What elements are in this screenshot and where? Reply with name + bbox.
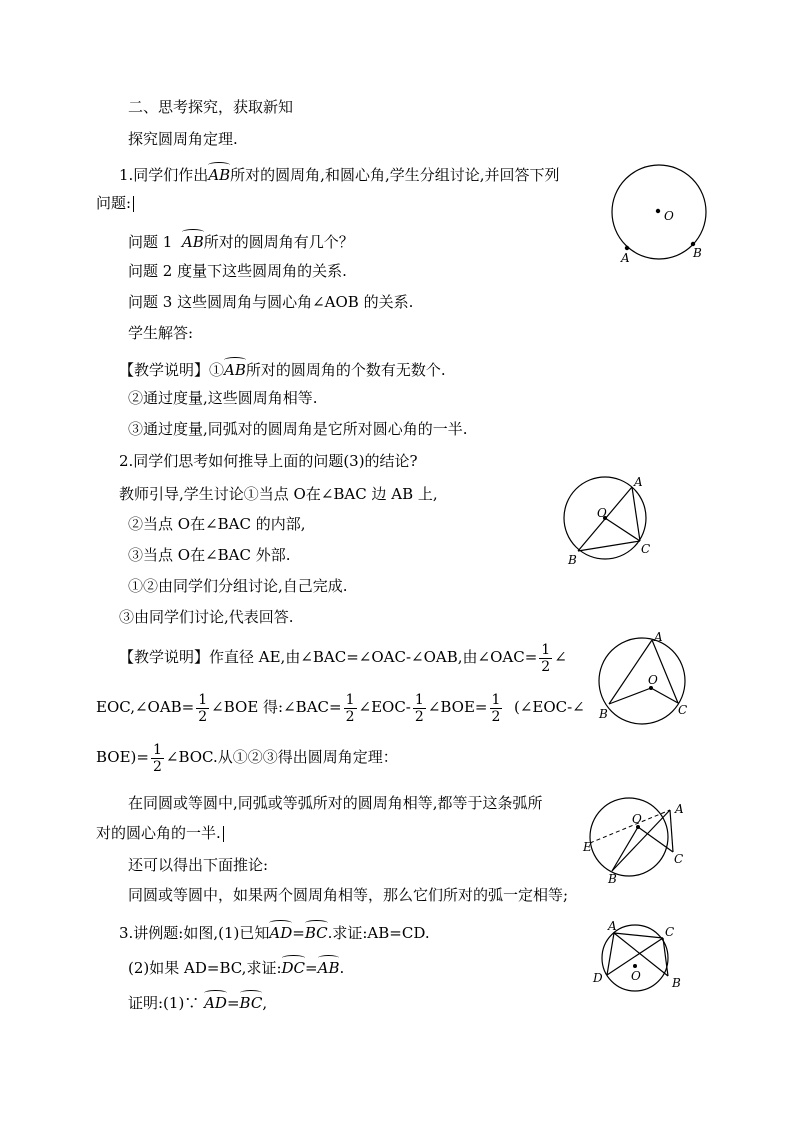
arc-ab-label: AB xyxy=(182,229,204,252)
label-c: C xyxy=(678,703,688,717)
question1-pre: 1.同学们作出 xyxy=(119,166,209,184)
proof-line1 xyxy=(119,640,567,674)
proof-line3-b: ∠BOC.从①②③得出圆周角定理： xyxy=(165,748,398,766)
equals-sign: = xyxy=(226,994,240,1012)
theorem-line1: 在同圆或等圆中,同弧或等弧所对的圆周角相等,都等于这条弧所 xyxy=(128,794,543,812)
example-post: .求证:AB=CD. xyxy=(327,924,430,942)
fraction-numerator: 1 xyxy=(491,691,501,708)
proof-line3 xyxy=(96,740,398,774)
label-d: D xyxy=(593,971,603,985)
center-point xyxy=(656,209,660,213)
explain2: ②通过度量,这些圆周角相等. xyxy=(128,389,318,407)
fraction-denominator: 2 xyxy=(345,708,355,725)
explain1-post: 所对的圆周角的个数有无数个. xyxy=(245,361,446,379)
fraction-denominator: 2 xyxy=(152,758,162,775)
proof-line2-a: EOC,∠OAB= xyxy=(96,698,195,716)
question1-line2 xyxy=(96,193,134,213)
text-cursor xyxy=(223,826,224,842)
section-title: 二、思考探究，获取新知 xyxy=(128,98,294,116)
equals-sign: = xyxy=(305,959,318,977)
proof-line3-a: BOE)= xyxy=(96,748,149,766)
label-o: O xyxy=(631,969,641,983)
label-c: C xyxy=(641,542,651,556)
label-o: O xyxy=(664,209,674,223)
label-b: B xyxy=(568,553,577,567)
question1-line1 xyxy=(119,162,559,185)
proof-start-post: , xyxy=(262,994,268,1012)
theorem-line2 xyxy=(96,823,224,843)
arc-bc-label: BC xyxy=(305,920,328,943)
label-c: C xyxy=(674,852,684,866)
explain1-pre: 【教学说明】① xyxy=(119,361,225,379)
arc-ab-label: AB xyxy=(318,955,340,978)
fraction-numerator: 1 xyxy=(414,691,424,708)
proof-line2-d: ∠BOE= xyxy=(427,698,488,716)
problem2: 问题 2 度量下这些圆周角的关系. xyxy=(128,262,347,280)
guide4: ①②由同学们分组讨论,自己完成. xyxy=(128,577,348,595)
label-c: C xyxy=(665,925,675,939)
label-o: O xyxy=(632,812,642,826)
proof-line2-c: ∠EOC- xyxy=(358,698,411,716)
label-b: B xyxy=(599,707,608,721)
proof-line1-a: 【教学说明】作直径 AE,由∠BAC=∠OAC-∠OAB,由∠OAC= xyxy=(119,648,538,666)
label-a: A xyxy=(654,630,663,644)
proof-start xyxy=(128,990,267,1013)
proof-line2 xyxy=(96,690,585,724)
question2: 2.同学们思考如何推导上面的问题(3)的结论? xyxy=(119,452,418,470)
explain3: ③通过度量,同弧对的圆周角是它所对圆心角的一半. xyxy=(128,420,468,438)
example-line2 xyxy=(128,955,344,978)
example2-post: . xyxy=(339,959,345,977)
arc-ab-label: AB xyxy=(208,162,230,185)
student-answer: 学生解答: xyxy=(128,324,194,342)
problem1-post: 所对的圆周角有几个？ xyxy=(203,233,354,251)
fraction-denominator: 2 xyxy=(198,708,208,725)
label-e: E xyxy=(583,840,592,854)
fraction-half xyxy=(151,742,164,775)
arc-ad-label: AD xyxy=(269,920,292,943)
figure-o-outside xyxy=(580,795,695,885)
arc-ab-label: AB xyxy=(224,357,246,380)
text-cursor xyxy=(133,196,134,212)
label-a: A xyxy=(675,802,684,816)
proof-line1-b: ∠ xyxy=(554,648,567,666)
guide1: 教师引导,学生讨论①当点 O在∠BAC 边 AB 上, xyxy=(119,485,438,503)
proof-line2-b: ∠BOE 得:∠BAC= xyxy=(211,698,342,716)
example-pre: 3.讲例题:如图,(1)已知 xyxy=(119,924,270,942)
arc-dc-label: DC xyxy=(282,955,306,978)
fraction-half xyxy=(539,642,552,675)
example-line1 xyxy=(119,920,430,943)
figure-o-on-side xyxy=(558,473,668,573)
question1-line2-text: 问题: xyxy=(96,194,132,212)
figure-chords xyxy=(590,920,695,1000)
figure-circle-ab xyxy=(600,160,720,270)
proof-start-pre: 证明:(1)∵ xyxy=(128,994,200,1012)
example2-pre: (2)如果 AD=BC,求证: xyxy=(128,959,282,977)
explain1 xyxy=(119,357,446,380)
theorem-line2-text: 对的圆心角的一半. xyxy=(96,824,221,842)
arc-ad-label: AD xyxy=(204,990,227,1013)
fraction-half xyxy=(196,692,209,725)
proof-line2-e: (∠EOC-∠ xyxy=(513,698,585,716)
fraction-numerator: 1 xyxy=(198,691,208,708)
topic-line: 探究圆周角定理. xyxy=(128,130,238,148)
guide3: ③当点 O在∠BAC 外部. xyxy=(128,546,291,564)
fraction-half xyxy=(344,692,357,725)
label-b: B xyxy=(608,872,617,886)
question1-post: 所对的圆周角,和圆心角,学生分组讨论,并回答下列 xyxy=(230,166,560,184)
fraction-numerator: 1 xyxy=(152,741,162,758)
fraction-denominator: 2 xyxy=(491,708,501,725)
label-o: O xyxy=(648,673,658,687)
label-b: B xyxy=(672,976,681,990)
label-o: O xyxy=(597,506,607,520)
guide2: ②当点 O在∠BAC 的内部, xyxy=(128,515,306,533)
problem3: 问题 3 这些圆周角与圆心角∠AOB 的关系. xyxy=(128,293,414,311)
fraction-half xyxy=(413,692,426,725)
problem1-pre: 问题 1 xyxy=(128,233,173,251)
fraction-numerator: 1 xyxy=(541,641,551,658)
corollary-intro: 还可以得出下面推论: xyxy=(128,856,269,874)
problem1 xyxy=(128,229,354,252)
fraction-numerator: 1 xyxy=(345,691,355,708)
label-a: A xyxy=(608,919,617,933)
guide5: ③由同学们讨论,代表回答. xyxy=(119,608,294,626)
fraction-denominator: 2 xyxy=(414,708,424,725)
figure-o-inside xyxy=(596,630,706,725)
label-a: A xyxy=(634,475,643,489)
equals-sign: = xyxy=(292,924,305,942)
label-a: A xyxy=(621,251,630,265)
label-b: B xyxy=(693,246,702,260)
fraction-denominator: 2 xyxy=(541,658,551,675)
fraction-half xyxy=(490,692,503,725)
corollary: 同圆或等圆中，如果两个圆周角相等，那么它们所对的弧一定相等; xyxy=(128,886,569,904)
arc-bc-label: BC xyxy=(240,990,263,1013)
